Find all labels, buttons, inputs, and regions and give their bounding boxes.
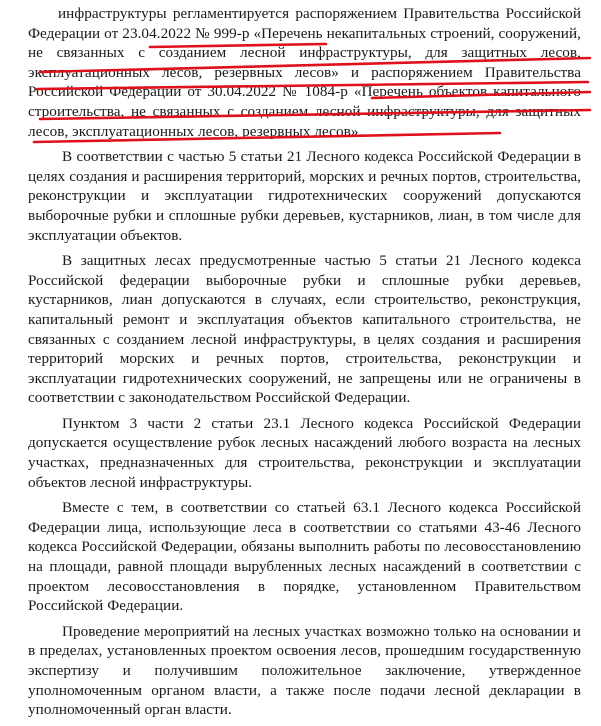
paragraph-forest-development-project: Проведение мероприятий на лесных участках возможно только на основании и в пределах, установленных проектом освоения лесов, прошедшим государственную экспертизу и получившим положительное заключение, утвержденное уполномоченным органом власти, а также после подачи лесной декларации в уполномоченный орган власти. (28, 622, 581, 719)
paragraph-article-23-1: Пунктом 3 части 2 статьи 23.1 Лесного кодекса Российской Федерации допускается осуществление рубок лесных насаждений любого возраста на лесных участках, предназначенных для строительства, реконструкции и эксплуатации объектов лесной инфраструктуры. (28, 414, 581, 491)
paragraph-article-63-1: Вместе с тем, в соответствии со статьей 63.1 Лесного кодекса Российской Федерации лица, использующие леса в соответствии со статьями 43-46 Лесного кодекса Российской Федерации, обязаны выполнить работы по лесовосстановлению на площади, равной площади вырубленных лесных насаждений в соответствии с проектом лесовосстановления в порядке, установленном Правительством Российской Федерации. (28, 499, 581, 615)
paragraph-protective-forests: В защитных лесах предусмотренные частью 5 статьи 21 Лесного кодекса Российской федерации выборочные рубки и сплошные рубки деревьев, кустарников, лиан допускаются в случаях, если строительство, реконструкция, капитальный ремонт и эксплуатация объектов капитального строительства, не связанных с созданием лесной инфраструктуры, в целях создания и расширения территорий морских и речных портов, строительства, реконструкции и эксплуатации гидротехнических сооружений, не запрещены или не ограничены в соответствии с законодательством Российской Федерации. (28, 252, 581, 407)
paragraph-article-21-part-5: В соответствии с частью 5 статьи 21 Лесного кодекса Российской Федерации в целях создания и расширения территорий, морских и речных портов, строительства, реконструкции и эксплуатации гидротехнических сооружений допускаются выборочные рубки и сплошные рубки деревьев, кустарников, лиан, в том числе для эксплуатации объектов. (28, 148, 581, 244)
paragraph-regulation-orders: инфраструктуры регламентируется распоряжением Правительства Российской Федерации от 23.04.2022 № 999-р «Перечень некапитальных строений, сооружений, не связанных с созданием лесной инфраструктуры, для защитных лесов, эксплуатационных лесов, резервных лесов» и распоряжением Правительства Российской Федерации от 30.04.2022 № 1084-р «Перечень объектов капитального строительства, не связанных с созданием лесной инфраструктуры, для защитных лесов, эксплуатационных лесов, резервных лесов». (28, 5, 581, 140)
document-page (28, 4, 581, 726)
